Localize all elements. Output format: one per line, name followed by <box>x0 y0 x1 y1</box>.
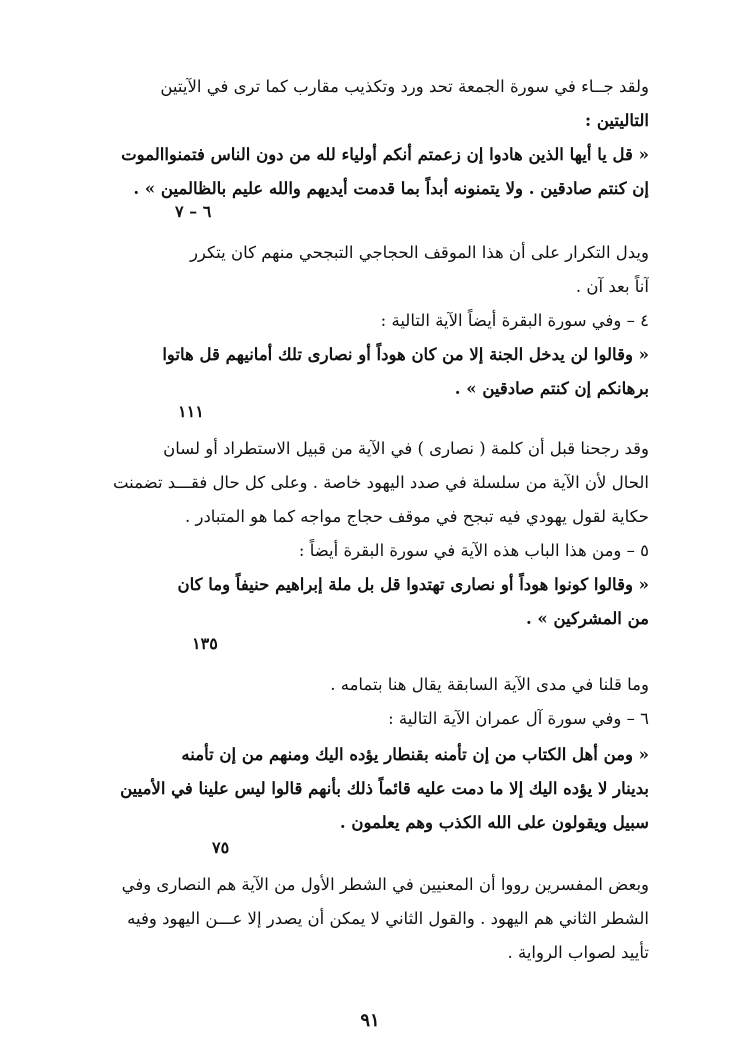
text-line: ولقد جــاء في سورة الجمعة تحد ورد وتكذيب مقارب كما ترى في الآيتين <box>160 77 649 96</box>
text-line: من المشركين » . <box>525 609 649 628</box>
text-line: « ومن أهل الكتاب من إن تأمنه بقنطار يؤده اليك ومنهم من إن تأمنه <box>181 745 649 764</box>
paragraph-intro <box>55 70 649 138</box>
text-line: « وقالوا كونوا هوداً أو نصارى تهتدوا قل بل ملة إبراهيم حنيفاً وما كان <box>177 575 649 594</box>
paragraph-same-applies <box>55 668 649 736</box>
verse-reference: ٧٥ <box>212 838 230 857</box>
quote-al-imran-75 <box>55 738 649 840</box>
text-line: سبيل ويقولون على الله الكذب وهم يعلمون . <box>339 813 649 832</box>
text-line: وبعض المفسرين رووا أن المعنيين في الشطر الأول من الآية هم النصارى وفي <box>121 875 649 894</box>
verse-reference: ١١١ <box>178 402 204 421</box>
text-line: ٤ – وفي سورة البقرة أيضاً الآية التالية : <box>380 311 649 330</box>
text-line: « قل يا أيها الذين هادوا إن زعمتم أنكم أولياء لله من دون الناس فتمنواالموت <box>121 145 649 164</box>
text-line: حكاية لقول يهودي فيه تبجح في موقف حجاج مواجه كما هو المتبادر . <box>184 507 649 526</box>
text-line: الحال لأن الآية من سلسلة في صدد اليهود خاصة . وعلى كل حال فقـــد تضمنت <box>112 473 649 492</box>
text-line: وقد رجحنا قبل أن كلمة ( نصارى ) في الآية من قبيل الاستطراد أو لسان <box>163 439 649 458</box>
text-line: برهانكم إن كنتم صادقين » . <box>454 379 649 398</box>
quote-baqarah-111 <box>55 338 649 406</box>
paragraph-repetition <box>55 236 649 338</box>
text-line: التاليتين : <box>585 111 649 130</box>
quote-baqarah-135 <box>55 568 649 636</box>
paragraph-nasara <box>55 432 649 568</box>
verse-reference: ٦ – ٧ <box>175 202 212 221</box>
text-line: « وقالوا لن يدخل الجنة إلا من كان هوداً أو نصارى تلك أمانيهم قل هاتوا <box>162 345 649 364</box>
page-number: ٩١ <box>360 1010 380 1031</box>
quote-jumuah <box>55 138 649 206</box>
text-line: ٦ – وفي سورة آل عمران الآية التالية : <box>388 709 649 728</box>
text-line: تأييد لصواب الرواية . <box>507 943 649 962</box>
text-line: إن كنتم صادقين . ولا يتمنونه أبداً بما قدمت أيديهم والله عليم بالظالمين » . <box>133 179 649 198</box>
verse-reference: ١٣٥ <box>192 634 218 653</box>
text-line: ٥ – ومن هذا الباب هذه الآية في سورة البقرة أيضاً : <box>298 541 649 560</box>
text-line: ويدل التكرار على أن هذا الموقف الحجاجي التبجحي منهم كان يتكرر <box>189 243 649 262</box>
text-line: بدينار لا يؤده اليك إلا ما دمت عليه قائماً ذلك بأنهم قالوا ليس علينا في الأميين <box>120 779 649 798</box>
text-line: وما قلنا في مدى الآية السابقة يقال هنا بتمامه . <box>330 675 649 694</box>
text-line: آناً بعد آن . <box>575 277 649 296</box>
text-line: الشطر الثاني هم اليهود . والقول الثاني لا يمكن أن يصدر إلا عـــن اليهود وفيه <box>127 909 649 928</box>
paragraph-commentators <box>55 868 649 970</box>
